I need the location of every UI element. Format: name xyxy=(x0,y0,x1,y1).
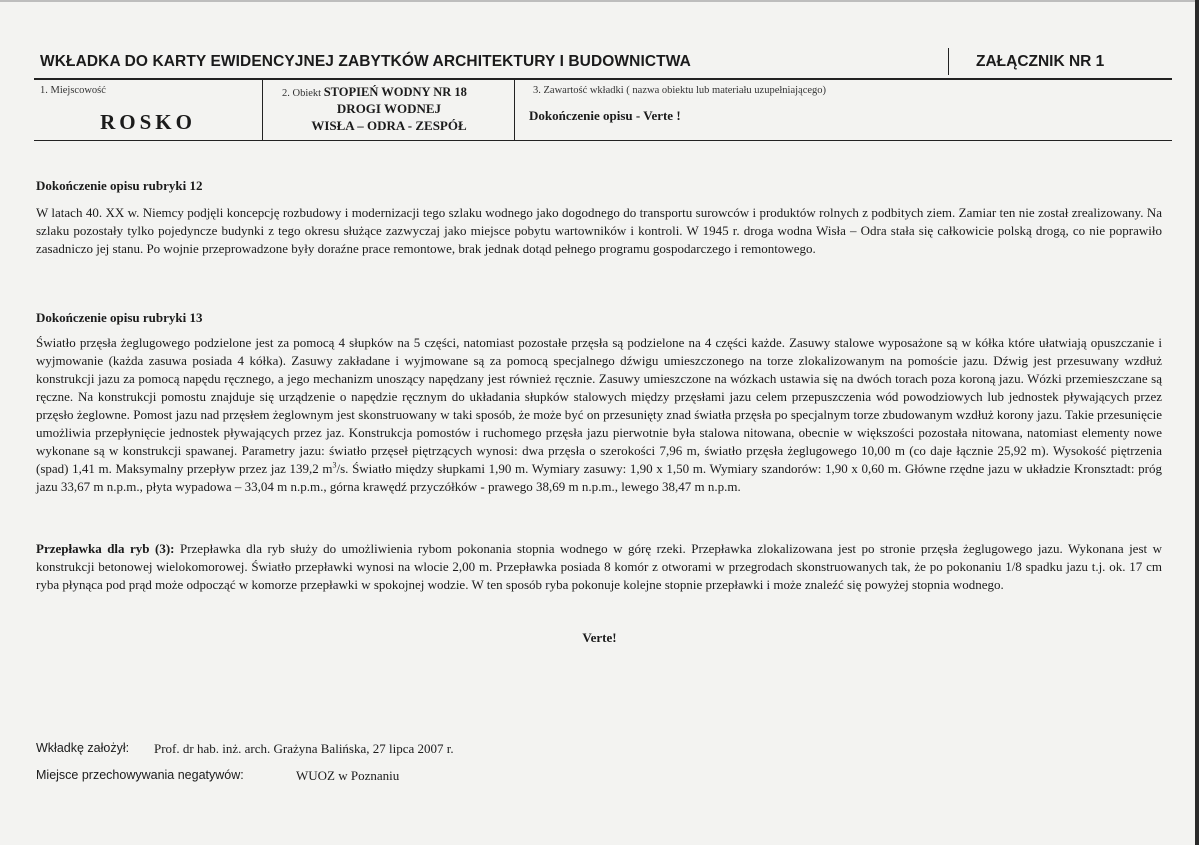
cubic-superscript: 3 xyxy=(332,460,337,470)
scan-right-edge xyxy=(1195,0,1199,845)
fields-bottom-rule xyxy=(34,140,1172,141)
object-value-line3: WISŁA – ODRA - ZESPÓŁ xyxy=(311,118,467,133)
location-value: ROSKO xyxy=(100,110,196,134)
section-12-text: W latach 40. XX w. Niemcy podjęli koncepcję rozbudowy i modernizacji tego szlaku wodnego jako dogodnego do transportu surowców i produktów rolnych z podbitych ziem. Zamiar ten nie został zrealizowany. Na szlaku pozostały tylko pojedyncze budynki z tego okresu służące zazwyczaj jako miejsce pobytu wartowników i kontroli. W 1945 r. droga wodna Wisła – Odra stała się całkowicie polską drogą, co nie poprawiło zasadniczo jej stanu. Po wojnie przeprowadzone były doraźne prace remontowe, brak jednak dotąd pełnego programu gospodarczego i remontowego. xyxy=(36,205,1162,256)
content-label: 3. Zawartość wkładki ( nazwa obiektu lub materiału uzupełniającego) xyxy=(533,85,827,96)
section-13-heading: Dokończenie opisu rubryki 13 xyxy=(36,310,203,325)
section-12-heading: Dokończenie opisu rubryki 12 xyxy=(36,178,203,193)
section-13-text-a: Światło przęsła żeglugowego podzielone jest za pomocą 4 słupków na 5 części, natomiast pozostałe przęsła są podzielone na 4 części każde. Zasuwy stalowe wyposażone są w kółka które ułatwiają opuszczanie i wyjmowanie (każda zasuwa posiada 4 kółka). Zasuwy zakładane i wyjmowane są za pomocą specjalnego dźwigu umieszczonego na torze zlokalizowanym na pomoście jazu. Dźwig jest przesuwany wzdłuż konstrukcji jazu za pomocą napędu ręcznego, a jego mechanizm unoszący napędzany jest również ręcznie. Zasuwy umieszczone na wózkach ustawia się na dwóch torach poza koroną jazu. Wózki przemieszczane są ręczne. Na konstrukcji pomostu znajduje się urządzenie o napędzie ręcznym do układania słupków stalowych między przęsłami jazu celem przepuszczenia wód powodziowych lub jednostek pływających przez przęsło żeglowne. Pomost jazu nad przęsłem żeglownym jest skonstruowany w taki sposób, że może być on przesunięty znad światła przęsła po specjalnym torze zbudowanym wzdłuż korony jazu. Takie przesunięcie umożliwia przepłynięcie jednostek pływających przez jaz. Konstrukcja pomostów i ruchomego przęsła jazu pierwotnie była stalowa nitowana, obecnie w większości pozostała nitowana, natomiast elementy nowe wykonane są w konstrukcji spawanej. Parametry jazu: światło przęseł piętrzących wynosi: dwa przęsła o szerokości 7,96 m, światło przęsła żeglugowego 10,00 m (co daje łącznie 25,92 m). Wysokość piętrzenia (spad) 1,41 m. Maksymalny przepływ przez jaz 139,2 m xyxy=(36,335,1162,476)
annex-label: ZAŁĄCZNIK NR 1 xyxy=(976,53,1105,70)
author-value: Prof. dr hab. inż. arch. Grażyna Balińska, 27 lipca 2007 r. xyxy=(154,741,454,756)
fish-pass-text: Przepławka dla ryb służy do umożliwienia rybom pokonania stopnia wodnego w górę rzeki. Przepławka zlokalizowana jest po stronie przęsła żeglugowego jazu. Wykonana jest w konstrukcji betonowej wielokomorowej. Światło przepławki wynosi na wlocie 2,00 m. Przepławka posiada 8 komór z otworami w przegrodach skonstruowanych tak, że po pokonaniu 1/8 spadku jazu t.j. ok. 17 cm ryba płynąca pod prąd może odpocząć w komorze przepławki w spokojnej wodzie. W ten sposób ryba pokonuje kolejne stopnie przepławki i może znaleźć się powyżej stopnia wodnego. xyxy=(36,541,1162,592)
object-value-line2: DROGI WODNEJ xyxy=(336,101,442,116)
cell-divider-2 xyxy=(514,80,515,140)
document-title: WKŁADKA DO KARTY EWIDENCYJNEJ ZABYTKÓW ARCHITEKTURY I BUDOWNICTWA xyxy=(40,53,691,70)
verte-note: Verte! xyxy=(582,630,617,645)
header-rule xyxy=(34,78,1172,80)
section-13-text-b: /s. Światło między słupkami 1,90 m. Wymiary zasuwy: 1,90 x 1,50 m. Wymiary szandorów: 1,90 x 0,60 m. Główne rzędne jazu w układzie Kronsztadt: próg jazu 33,67 m n.p.m., płyta wypadowa – 33,04 m n.p.m., górna krawędź przyczółków - prawego 38,69 m n.p.m., lewego 38,47 m n.p.m. xyxy=(36,461,1162,494)
content-value: Dokończenie opisu - Verte ! xyxy=(529,108,681,123)
storage-value: WUOZ w Poznaniu xyxy=(296,768,400,783)
fish-pass-paragraph xyxy=(36,540,1162,594)
cell-divider-1 xyxy=(262,80,263,140)
object-value-line1: STOPIEŃ WODNY NR 18 xyxy=(323,85,467,99)
object-field xyxy=(282,85,467,100)
object-value xyxy=(264,100,514,134)
scan-top-edge xyxy=(0,0,1199,2)
section-13-text xyxy=(36,334,1162,496)
object-label: 2. Obiekt xyxy=(282,88,322,99)
location-label: 1. Miejscowość xyxy=(40,85,106,96)
storage-label: Miejsce przechowywania negatywów: xyxy=(36,768,244,782)
header-divider xyxy=(948,48,949,75)
fish-pass-heading: Przepławka dla ryb (3): xyxy=(36,541,175,556)
author-label: Wkładkę założył: xyxy=(36,741,130,755)
